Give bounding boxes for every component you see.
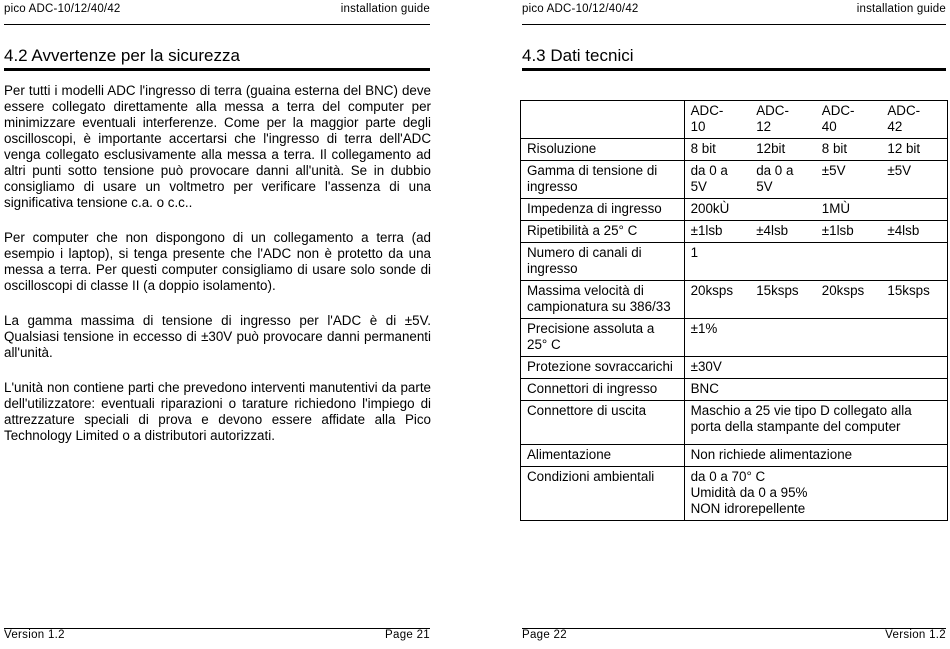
footer-page-number: Page 22 [522,629,567,641]
cell-line: Umidità da 0 a 95% [690,485,808,500]
footer-page-number: Page 21 [385,629,430,641]
row-label: Protezione sovraccarichi [521,357,685,379]
row-label: Impedenza di ingresso [521,199,685,221]
cell: 8 bit [684,139,750,161]
cell: 15ksps [881,281,947,319]
footer-version: Version 1.2 [885,629,946,641]
cell: Non richiede alimentazione [684,445,947,467]
left-page [0,0,434,649]
row-label: Alimentazione [521,445,685,467]
row-label: Condizioni ambientali [521,467,685,521]
table-row [521,139,948,161]
page-header [4,3,430,19]
table-row [521,379,948,401]
cell: 20ksps [816,281,882,319]
cell: ±5V [816,161,882,199]
page-header [522,3,946,19]
cell: 12 bit [881,139,947,161]
table-row [521,221,948,243]
column-header: ADC- 12 [756,103,789,134]
cell: ±4lsb [881,221,947,243]
row-label: Ripetibilità a 25° C [521,221,685,243]
row-label: Connettori di ingresso [521,379,685,401]
table-header-row [521,101,948,139]
header-divider [4,24,430,25]
paragraph: Per tutti i modelli ADC l'ingresso di terra (guaina esterna del BNC) deve essere collegato direttamente alla messa a terra del computer per minimizzare eventuali interferenze. Come per la maggior parte degli oscilloscopi, è importante accertarsi che l'ingresso di terra dell'ADC venga collegato esclusivamente alla messa a terra. Il collegamento ad altri punti sotto tensione può provocare danni all'unità. Se in dubbio consigliamo di usare un voltmetro per verificare l'assenza di una significativa tensione c.a. o c.c.. [4,83,431,210]
paragraph: L'unità non contiene parti che prevedono interventi manutentivi da parte dell'utilizzatore: eventuali riparazioni o tarature richiedono l'impiego di attrezzature speciali di prova e devono essere affidate alla Pico Technology Limited o a distributori autorizzati. [4,380,431,443]
cell: ±1% [684,319,947,357]
cell: da 0 a 5V [750,161,816,199]
section-title: 4.2 Avvertenze per la sicurezza [4,46,240,65]
right-page [518,0,950,649]
cell-line: da 0 a 70° C [690,469,766,484]
table-row [521,319,948,357]
table-row [521,161,948,199]
cell: 200kÙ [684,199,816,221]
table-row [521,243,948,281]
cell: ±30V [684,357,947,379]
paragraph: Per computer che non dispongono di un collegamento a terra (ad esempio i laptop), si tenga presente che l'ADC non è protetto da una messa a terra. Per questi computer consigliamo di usare solo sonde di oscilloscopi di classe II (a doppio isolamento). [4,230,431,293]
row-label: Gamma di tensione di ingresso [521,161,685,199]
cell: ±1lsb [684,221,750,243]
header-product: pico ADC-10/12/40/42 [4,3,121,15]
header-product: pico ADC-10/12/40/42 [522,3,639,15]
header-blank-cell [521,101,685,139]
cell: 15ksps [750,281,816,319]
cell: 8 bit [816,139,882,161]
cell: da 0 a 5V [684,161,750,199]
cell: Maschio a 25 vie tipo D collegato alla porta della stampante del computer [684,401,947,445]
cell: 1MÙ [816,199,948,221]
footer-version: Version 1.2 [4,629,65,641]
cell: 12bit [750,139,816,161]
column-header: ADC- 42 [887,103,921,134]
table-row [521,199,948,221]
page-footer [4,629,430,643]
specs-table [520,100,948,521]
row-label: Connettore di uscita [521,401,685,445]
paragraph: La gamma massima di tensione di ingresso per l'ADC è di ±5V. Qualsiasi tensione in eccesso di ±30V può provocare danni permanenti all'unità. [4,313,431,360]
page-footer [522,629,946,643]
column-header: ADC- 40 [821,103,855,134]
table-row [521,357,948,379]
cell [684,467,947,521]
row-label: Numero di canali di ingresso [521,243,685,281]
row-label: Precisione assoluta a 25° C [521,319,685,357]
table-row [521,401,948,445]
safety-text [4,83,431,463]
title-underline [522,68,946,71]
row-label: Massima velocità di campionatura su 386/33 [521,281,685,319]
header-divider [522,24,946,25]
table-row [521,467,948,521]
cell: BNC [684,379,947,401]
column-header: ADC- 10 [690,103,724,134]
cell-line: NON idrorepellente [690,501,806,516]
title-underline [4,68,430,71]
cell: 1 [684,243,947,281]
header-doc-type: installation guide [340,3,430,15]
cell: ±4lsb [750,221,816,243]
table-row [521,445,948,467]
cell: ±1lsb [816,221,882,243]
table-row [521,281,948,319]
cell: ±5V [881,161,947,199]
section-title: 4.3 Dati tecnici [522,46,634,65]
cell: 20ksps [684,281,750,319]
row-label: Risoluzione [521,139,685,161]
header-doc-type: installation guide [856,3,946,15]
